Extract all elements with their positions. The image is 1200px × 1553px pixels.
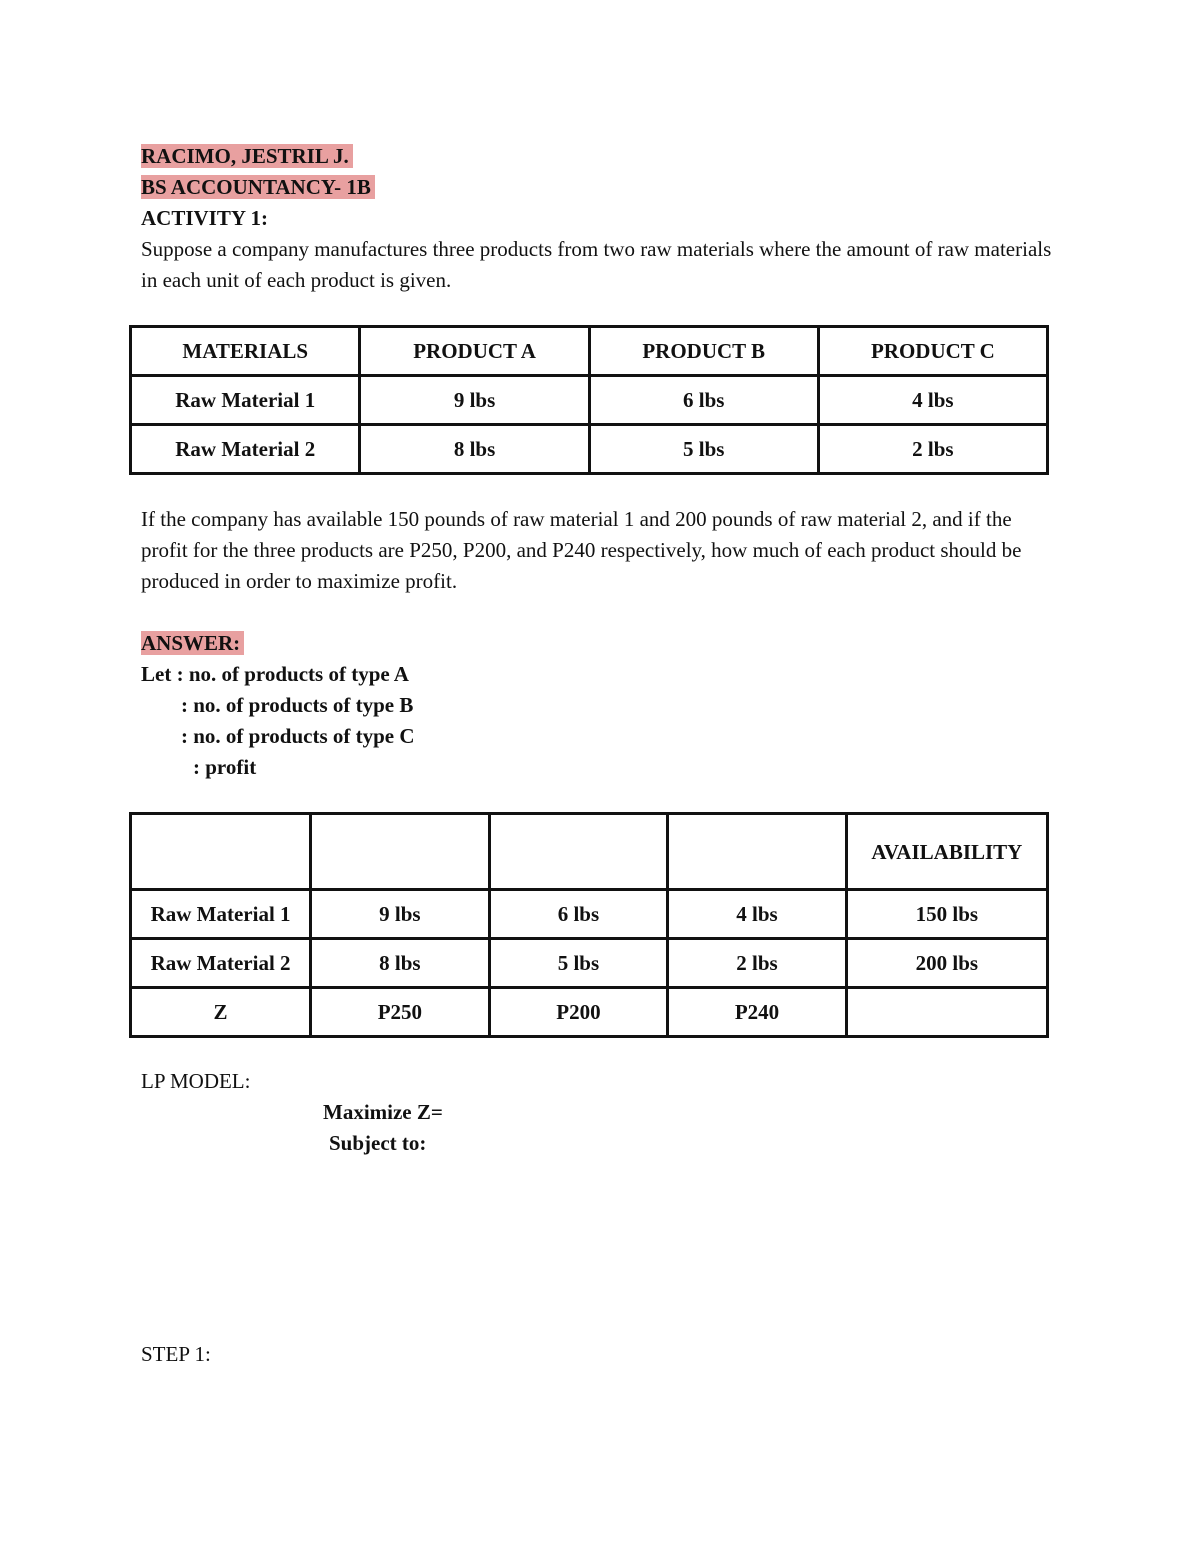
table-cell: 200 lbs <box>846 939 1047 988</box>
table-header-cell: MATERIALS <box>131 327 360 376</box>
let-line-a: Let : no. of products of type A <box>141 662 409 686</box>
table-cell: 8 lbs <box>360 425 589 474</box>
table-header-cell: PRODUCT B <box>589 327 818 376</box>
table-cell: 8 lbs <box>311 939 490 988</box>
table-row <box>131 425 1048 474</box>
table-cell: P200 <box>489 988 668 1037</box>
course-text: BS ACCOUNTANCY- 1B <box>141 175 375 199</box>
table-cell: Raw Material 1 <box>131 376 360 425</box>
table-cell: 9 lbs <box>311 890 490 939</box>
let-line-profit: : profit <box>193 755 257 779</box>
course-line <box>141 174 375 200</box>
table-cell: 2 lbs <box>668 939 847 988</box>
table-cell: 9 lbs <box>360 376 589 425</box>
let-line-c: : no. of products of type C <box>181 724 415 748</box>
table-cell: P240 <box>668 988 847 1037</box>
table-cell: 2 lbs <box>818 425 1047 474</box>
subject-to-line: Subject to: <box>329 1131 427 1155</box>
table-cell: P250 <box>311 988 490 1037</box>
lp-table <box>129 812 1049 1038</box>
table-cell: 4 lbs <box>668 890 847 939</box>
table-header-cell <box>668 814 847 890</box>
table-cell: 6 lbs <box>489 890 668 939</box>
table-header-cell <box>311 814 490 890</box>
table-cell: Raw Material 1 <box>131 890 311 939</box>
availability-header: AVAILABILITY <box>846 814 1047 890</box>
answer-label-line <box>141 630 244 656</box>
table-header-cell <box>489 814 668 890</box>
maximize-line: Maximize Z= <box>323 1100 443 1124</box>
table-cell: Raw Material 2 <box>131 425 360 474</box>
student-name-text: RACIMO, JESTRIL J. <box>141 144 353 168</box>
table-header-cell: PRODUCT C <box>818 327 1047 376</box>
problem-question: If the company has available 150 pounds of raw material 1 and 200 pounds of raw material 2, and if the profit for the three products are P250, P200, and P240 respectively, how much of each product should be produced in order to maximize profit. <box>141 507 1022 593</box>
table-header-cell <box>131 814 311 890</box>
table-row <box>131 890 1048 939</box>
lp-model-label: LP MODEL: <box>141 1069 251 1093</box>
step1-label: STEP 1: <box>141 1342 211 1366</box>
answer-label: ANSWER: <box>141 631 244 655</box>
table-header-row <box>131 814 1048 890</box>
materials-table <box>129 325 1049 475</box>
table-cell: Raw Material 2 <box>131 939 311 988</box>
table-header-cell: PRODUCT A <box>360 327 589 376</box>
table-cell: 5 lbs <box>489 939 668 988</box>
table-cell: 6 lbs <box>589 376 818 425</box>
table-header-row <box>131 327 1048 376</box>
table-row <box>131 988 1048 1037</box>
table-cell: 5 lbs <box>589 425 818 474</box>
activity-title: ACTIVITY 1: <box>141 206 268 230</box>
table-cell: 150 lbs <box>846 890 1047 939</box>
table-cell <box>846 988 1047 1037</box>
table-row <box>131 376 1048 425</box>
let-line-b: : no. of products of type B <box>181 693 414 717</box>
student-name <box>141 143 353 169</box>
problem-intro: Suppose a company manufactures three products from two raw materials where the amount of raw materials in each unit of each product is given. <box>141 237 1052 292</box>
table-cell: 4 lbs <box>818 376 1047 425</box>
table-row <box>131 939 1048 988</box>
table-cell: Z <box>131 988 311 1037</box>
